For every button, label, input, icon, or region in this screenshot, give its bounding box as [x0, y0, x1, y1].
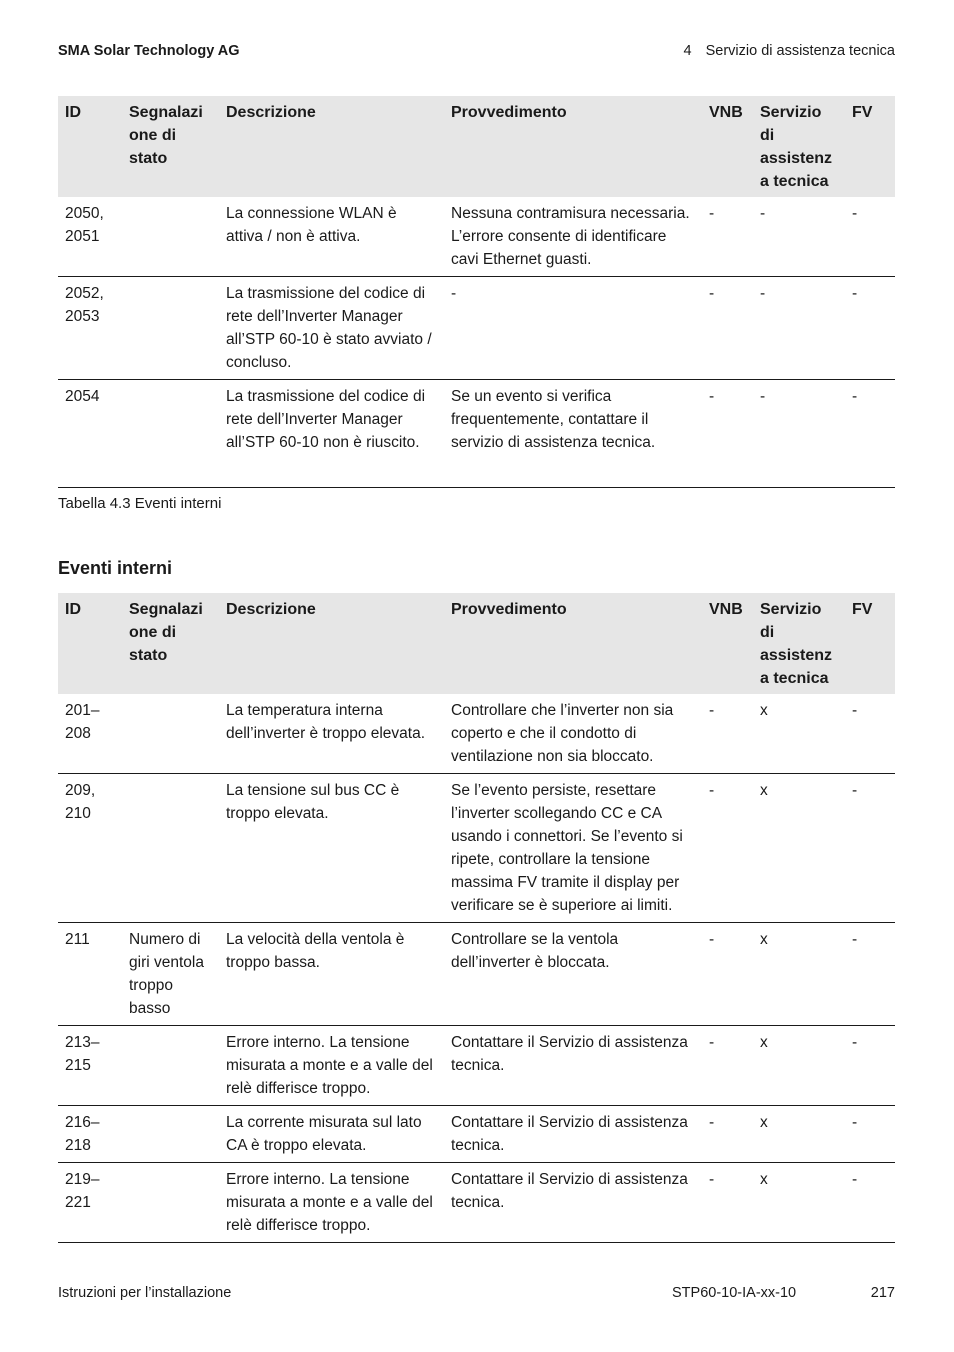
footer-doc-code: STP60-10-IA-xx-10 [672, 1285, 797, 1301]
cell-fv: - [845, 1163, 895, 1243]
cell-status: Numero di giri ventola troppo basso [122, 923, 219, 1026]
cell-vnb: - [702, 1026, 753, 1106]
table-row [58, 694, 895, 774]
events-table-1 [58, 96, 895, 488]
col-header-fv: FV [845, 96, 895, 197]
col-header-vnb: VNB [702, 96, 753, 197]
col-header-fv: FV [845, 593, 895, 694]
table-row [58, 1163, 895, 1243]
cell-id: 201– 208 [58, 694, 122, 774]
chapter-title: Servizio di assistenza tecnica [705, 43, 895, 59]
col-header-action: Provvedimento [444, 96, 702, 197]
cell-status [122, 1026, 219, 1106]
cell-status [122, 277, 219, 380]
cell-action: Controllare che l’inverter non sia coperto e che il condotto di ventilazione non sia bloccato. [444, 694, 702, 774]
cell-vnb: - [702, 277, 753, 380]
cell-service: x [753, 774, 845, 923]
cell-status [122, 1106, 219, 1163]
table-row [58, 923, 895, 1026]
table-body [58, 197, 895, 488]
section-heading: Eventi interni [58, 558, 173, 578]
cell-id: 219– 221 [58, 1163, 122, 1243]
cell-vnb: - [702, 380, 753, 488]
cell-fv: - [845, 694, 895, 774]
cell-action: Contattare il Servizio di assistenza tecnica. [444, 1106, 702, 1163]
cell-description: La tensione sul bus CC è troppo elevata. [219, 774, 444, 923]
cell-fv: - [845, 774, 895, 923]
cell-vnb: - [702, 774, 753, 923]
chapter-number: 4 [683, 43, 692, 59]
cell-description: La temperatura interna dell’inverter è troppo elevata. [219, 694, 444, 774]
cell-action: Se un evento si verifica frequentemente, contattare il servizio di assistenza tecnica. [444, 380, 702, 488]
cell-service: - [753, 380, 845, 488]
events-table-2 [58, 593, 895, 1243]
cell-action: Nessuna contramisura necessaria. L’errore consente di identificare cavi Ethernet guasti. [444, 197, 702, 277]
table-header-row [58, 96, 895, 197]
col-header-description: Descrizione [219, 593, 444, 694]
col-header-service: Servizio di assistenz a tecnica [753, 593, 845, 694]
cell-status [122, 197, 219, 277]
cell-fv: - [845, 923, 895, 1026]
cell-status [122, 694, 219, 774]
cell-status [122, 380, 219, 488]
cell-action: Controllare se la ventola dell’inverter è bloccata. [444, 923, 702, 1026]
cell-description: Errore interno. La tensione misurata a monte e a valle del relè differisce troppo. [219, 1163, 444, 1243]
cell-id: 2050, 2051 [58, 197, 122, 277]
cell-vnb: - [702, 1106, 753, 1163]
cell-vnb: - [702, 694, 753, 774]
col-header-description: Descrizione [219, 96, 444, 197]
cell-service: x [753, 923, 845, 1026]
cell-id: 211 [58, 923, 122, 1026]
cell-id: 2052, 2053 [58, 277, 122, 380]
cell-fv: - [845, 380, 895, 488]
cell-description: La corrente misurata sul lato CA è troppo elevata. [219, 1106, 444, 1163]
cell-vnb: - [702, 197, 753, 277]
table-row [58, 277, 895, 380]
header-chapter [684, 43, 895, 59]
col-header-id: ID [58, 593, 122, 694]
cell-status [122, 774, 219, 923]
cell-action: Contattare il Servizio di assistenza tecnica. [444, 1026, 702, 1106]
table-header-row [58, 593, 895, 694]
header-company: SMA Solar Technology AG [58, 43, 240, 59]
cell-description: Errore interno. La tensione misurata a monte e a valle del relè differisce troppo. [219, 1026, 444, 1106]
cell-fv: - [845, 277, 895, 380]
cell-service: x [753, 1106, 845, 1163]
cell-description: La trasmissione del codice di rete dell’Inverter Manager all’STP 60-10 è stato avviato / concluso. [219, 277, 444, 380]
page-number: 217 [870, 1285, 895, 1301]
cell-vnb: - [702, 923, 753, 1026]
cell-id: 209, 210 [58, 774, 122, 923]
table-row [58, 380, 895, 488]
cell-fv: - [845, 1026, 895, 1106]
cell-service: x [753, 1026, 845, 1106]
table-row [58, 774, 895, 923]
cell-status [122, 1163, 219, 1243]
cell-fv: - [845, 1106, 895, 1163]
cell-fv: - [845, 197, 895, 277]
cell-service: x [753, 694, 845, 774]
table-row [58, 1106, 895, 1163]
col-header-id: ID [58, 96, 122, 197]
cell-id: 2054 [58, 380, 122, 488]
cell-service: - [753, 277, 845, 380]
table-body [58, 694, 895, 1243]
cell-vnb: - [702, 1163, 753, 1243]
col-header-status: Segnalazi one di stato [122, 593, 219, 694]
col-header-service: Servizio di assistenz a tecnica [753, 96, 845, 197]
table-row [58, 1026, 895, 1106]
col-header-action: Provvedimento [444, 593, 702, 694]
cell-id: 213– 215 [58, 1026, 122, 1106]
footer-title: Istruzioni per l’installazione [58, 1285, 232, 1301]
cell-description: La connessione WLAN è attiva / non è attiva. [219, 197, 444, 277]
cell-description: La velocità della ventola è troppo bassa. [219, 923, 444, 1026]
cell-action: Contattare il Servizio di assistenza tecnica. [444, 1163, 702, 1243]
cell-id: 216– 218 [58, 1106, 122, 1163]
table-row [58, 197, 895, 277]
cell-description: La trasmissione del codice di rete dell’Inverter Manager all’STP 60-10 non è riuscito. [219, 380, 444, 488]
cell-service: - [753, 197, 845, 277]
col-header-status: Segnalazi one di stato [122, 96, 219, 197]
table-caption: Tabella 4.3 Eventi interni [58, 495, 222, 512]
cell-service: x [753, 1163, 845, 1243]
col-header-vnb: VNB [702, 593, 753, 694]
cell-action: - [444, 277, 702, 380]
cell-action: Se l’evento persiste, resettare l’inverter scollegando CC e CA usando i connettori. Se l’evento si ripete, controllare la tensione massima FV tramite il display per verificare se è superiore ai limiti. [444, 774, 702, 923]
